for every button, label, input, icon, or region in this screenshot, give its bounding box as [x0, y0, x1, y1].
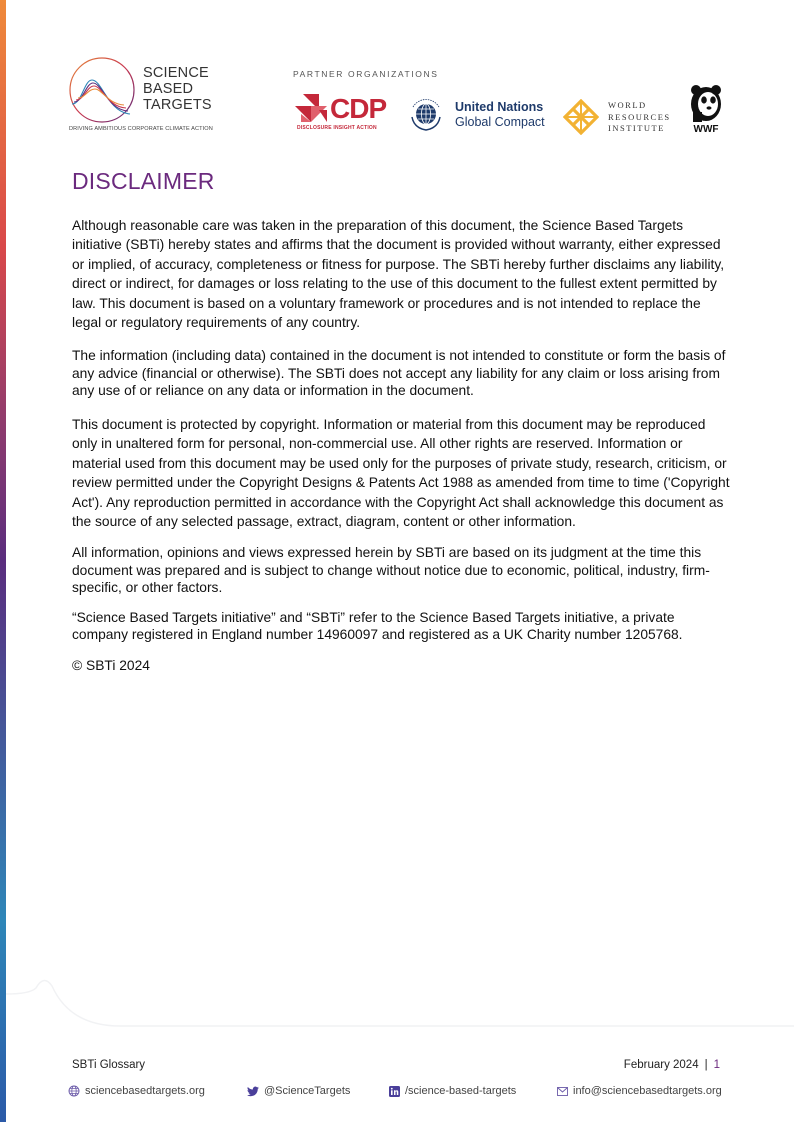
mail-icon — [557, 1087, 568, 1096]
logo-line-1: SCIENCE — [143, 65, 209, 81]
un-global-compact-emblem-icon — [408, 95, 444, 133]
logo-tagline: DRIVING AMBITIOUS CORPORATE CLIMATE ACTION — [69, 126, 213, 132]
linkedin-link-text[interactable]: /science-based-targets — [405, 1085, 517, 1097]
wri-lattice-logo-icon — [563, 99, 599, 135]
wri-line-3: INSTITUTE — [608, 123, 665, 133]
paragraph-warranty: Although reasonable care was taken in the preparation of this document, the Science Based Targets initiative (SBTi) hereby states and affirms that the document is provided without warranty, either expressed or implied, of accuracy, completeness or fitness for purpose. The SBTi hereby further disclaims any liability, direct or indirect, for damages or loss relating to the use of this document to the fullest extent permitted by law. This document is based on a voluntary framework or procedures and is not intended to replace the legal or regulatory requirements of any country. — [72, 218, 725, 331]
logo-line-3: TARGETS — [143, 97, 212, 113]
email-link-text[interactable]: info@sciencebasedtargets.org — [573, 1085, 722, 1097]
gradient-edge-bar — [0, 0, 6, 1122]
twitter-icon — [247, 1086, 259, 1097]
footer-separator: | — [704, 1059, 708, 1071]
paragraph-registration: “Science Based Targets initiative” and “SBTi” refer to the Science Based Targets initiative, a private company registered in England number 14960097 and registered as a UK Charity number 1205768. — [72, 609, 683, 643]
page-number: 1 — [713, 1059, 720, 1071]
footer-link-twitter[interactable] — [247, 1085, 350, 1097]
footer-date: February 2024 — [623, 1059, 699, 1071]
wri-line-1: WORLD — [608, 100, 647, 110]
copyright-notice: © SBTi 2024 — [72, 657, 150, 673]
ungc-line-1: United Nations — [455, 100, 544, 114]
cdp-wordmark: CDP — [330, 93, 387, 124]
paragraph-copyright: This document is protected by copyright. Information or material from this document may be reproduced only in unaltered form for personal, non-commercial use. All other rights are reserved. Information or material used from this document may be used only for the purposes of private study, research, criticism, or review permitted under the Copyright Designs & Patents Act 1988 as amended from time to time ('Copyright Act'). Any reproduction permitted in accordance with the Copyright Act shall acknowledge this document as the source of any selected passage, extract, diagram, content or other information. — [72, 416, 730, 529]
footer-link-email[interactable] — [557, 1085, 722, 1097]
decorative-wave-line — [0, 970, 794, 1030]
page-header — [0, 0, 794, 150]
globe-icon — [68, 1085, 80, 1097]
wwf-panda-logo-icon — [687, 84, 725, 134]
svg-text:WWF: WWF — [693, 124, 719, 134]
wri-wordmark — [608, 100, 671, 135]
paragraph-opinions: All information, opinions and views expressed herein by SBTi are based on its judgment at the time this document was prepared and is subject to change without notice due to economic, political, industry, firm-specific, or other factors. — [72, 545, 710, 596]
footer-link-linkedin[interactable] — [389, 1085, 516, 1097]
footer-doc-title: SBTi Glossary — [72, 1059, 146, 1071]
sbti-wordmark — [143, 65, 212, 113]
cdp-tagline: DISCLOSURE INSIGHT ACTION — [297, 125, 377, 131]
footer-date-page — [624, 1059, 720, 1071]
disclaimer-body — [72, 216, 732, 675]
page-title: DISCLAIMER — [72, 168, 215, 194]
wri-line-2: RESOURCES — [608, 111, 671, 122]
twitter-link-text[interactable]: @ScienceTargets — [264, 1085, 351, 1097]
footer-link-website[interactable] — [68, 1085, 205, 1097]
paragraph-no-advice: The information (including data) contained in the document is not intended to constitute or form the basis of any advice (financial or otherwise). The SBTi does not accept any liability for any claim or loss arising from any use of or reliance on any data or information in the document. — [72, 348, 726, 399]
website-link-text[interactable]: sciencebasedtargets.org — [85, 1085, 205, 1097]
linkedin-icon — [389, 1086, 400, 1097]
partner-organizations-label: PARTNER ORGANIZATIONS — [293, 69, 439, 79]
ungc-line-2: Global Compact — [455, 115, 545, 129]
logo-line-2: BASED — [143, 81, 194, 97]
